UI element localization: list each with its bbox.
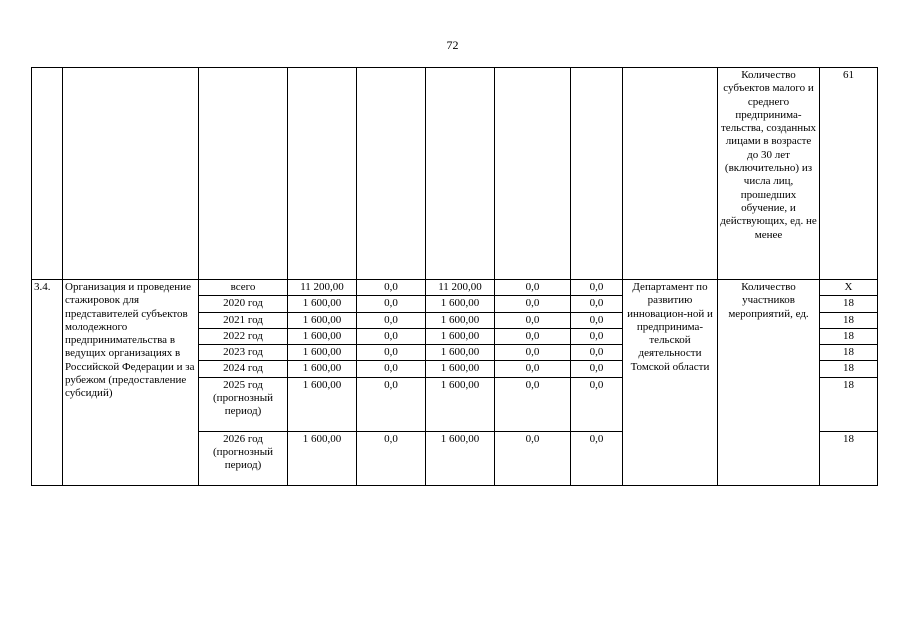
row-number: 3.4. xyxy=(32,280,63,486)
total-amount: 1 600,00 xyxy=(288,345,357,361)
federal-amount: 0,0 xyxy=(357,280,426,296)
row-executor: Департамент по развитию инновацион-ной и предпринима-тельской деятельности Томской области xyxy=(623,280,718,486)
total-amount: 1 600,00 xyxy=(288,361,357,377)
federal-amount: 0,0 xyxy=(357,345,426,361)
cell-empty xyxy=(571,68,623,280)
local-amount: 0,0 xyxy=(495,377,571,431)
year-label: 2026 год (прогнозный период) xyxy=(199,431,288,485)
local-amount: 0,0 xyxy=(495,296,571,312)
page-number: 72 xyxy=(446,38,459,52)
row-name: Организация и проведение стажировок для представителей субъектов молодежного предпринимательства в ведущих организациях в Российской Федерации и за рубежом (предоставление субсидий) xyxy=(63,280,199,486)
continuation-row xyxy=(32,68,878,280)
federal-amount: 0,0 xyxy=(357,328,426,344)
program-table xyxy=(31,67,878,486)
indicator-value: 18 xyxy=(820,296,878,312)
extra-amount: 0,0 xyxy=(571,296,623,312)
local-amount: 0,0 xyxy=(495,328,571,344)
extra-amount: 0,0 xyxy=(571,345,623,361)
indicator-value: 18 xyxy=(820,328,878,344)
cell-empty xyxy=(199,68,288,280)
year-label: 2022 год xyxy=(199,328,288,344)
total-amount: 1 600,00 xyxy=(288,328,357,344)
regional-amount: 1 600,00 xyxy=(426,312,495,328)
regional-amount: 1 600,00 xyxy=(426,328,495,344)
total-amount: 1 600,00 xyxy=(288,431,357,485)
regional-amount: 1 600,00 xyxy=(426,431,495,485)
year-label: всего xyxy=(199,280,288,296)
federal-amount: 0,0 xyxy=(357,296,426,312)
year-label: 2020 год xyxy=(199,296,288,312)
regional-amount: 1 600,00 xyxy=(426,345,495,361)
local-amount: 0,0 xyxy=(495,361,571,377)
cell-empty xyxy=(63,68,199,280)
cell-empty xyxy=(623,68,718,280)
extra-amount: 0,0 xyxy=(571,361,623,377)
federal-amount: 0,0 xyxy=(357,377,426,431)
extra-amount: 0,0 xyxy=(571,377,623,431)
federal-amount: 0,0 xyxy=(357,312,426,328)
indicator-value: 18 xyxy=(820,345,878,361)
total-amount: 1 600,00 xyxy=(288,312,357,328)
federal-amount: 0,0 xyxy=(357,361,426,377)
local-amount: 0,0 xyxy=(495,345,571,361)
year-label: 2023 год xyxy=(199,345,288,361)
table-row xyxy=(32,280,878,296)
federal-amount: 0,0 xyxy=(357,431,426,485)
indicator-value: 18 xyxy=(820,312,878,328)
regional-amount: 1 600,00 xyxy=(426,361,495,377)
year-label: 2025 год (прогнозный период) xyxy=(199,377,288,431)
cell-empty xyxy=(426,68,495,280)
local-amount: 0,0 xyxy=(495,280,571,296)
cell-empty xyxy=(357,68,426,280)
table-body xyxy=(32,68,878,486)
indicator-value: 18 xyxy=(820,431,878,485)
cell-empty xyxy=(288,68,357,280)
year-label: 2024 год xyxy=(199,361,288,377)
regional-amount: 11 200,00 xyxy=(426,280,495,296)
cell-empty xyxy=(32,68,63,280)
year-label: 2021 год xyxy=(199,312,288,328)
total-amount: 1 600,00 xyxy=(288,296,357,312)
local-amount: 0,0 xyxy=(495,312,571,328)
regional-amount: 1 600,00 xyxy=(426,296,495,312)
indicator-value: 18 xyxy=(820,361,878,377)
total-amount: 1 600,00 xyxy=(288,377,357,431)
total-amount: 11 200,00 xyxy=(288,280,357,296)
extra-amount: 0,0 xyxy=(571,328,623,344)
extra-amount: 0,0 xyxy=(571,280,623,296)
row-indicator: Количество участников мероприятий, ед. xyxy=(718,280,820,486)
continuation-indicator: Количество субъектов малого и среднего предпринима-тельства, созданных лицами в возрасте до 30 лет (включительно) из числа лиц, прошедших обучение, и действующих, ед. не менее xyxy=(718,68,820,280)
continuation-value: 61 xyxy=(820,68,878,280)
indicator-value: 18 xyxy=(820,377,878,431)
local-amount: 0,0 xyxy=(495,431,571,485)
extra-amount: 0,0 xyxy=(571,431,623,485)
indicator-value: Х xyxy=(820,280,878,296)
regional-amount: 1 600,00 xyxy=(426,377,495,431)
extra-amount: 0,0 xyxy=(571,312,623,328)
cell-empty xyxy=(495,68,571,280)
